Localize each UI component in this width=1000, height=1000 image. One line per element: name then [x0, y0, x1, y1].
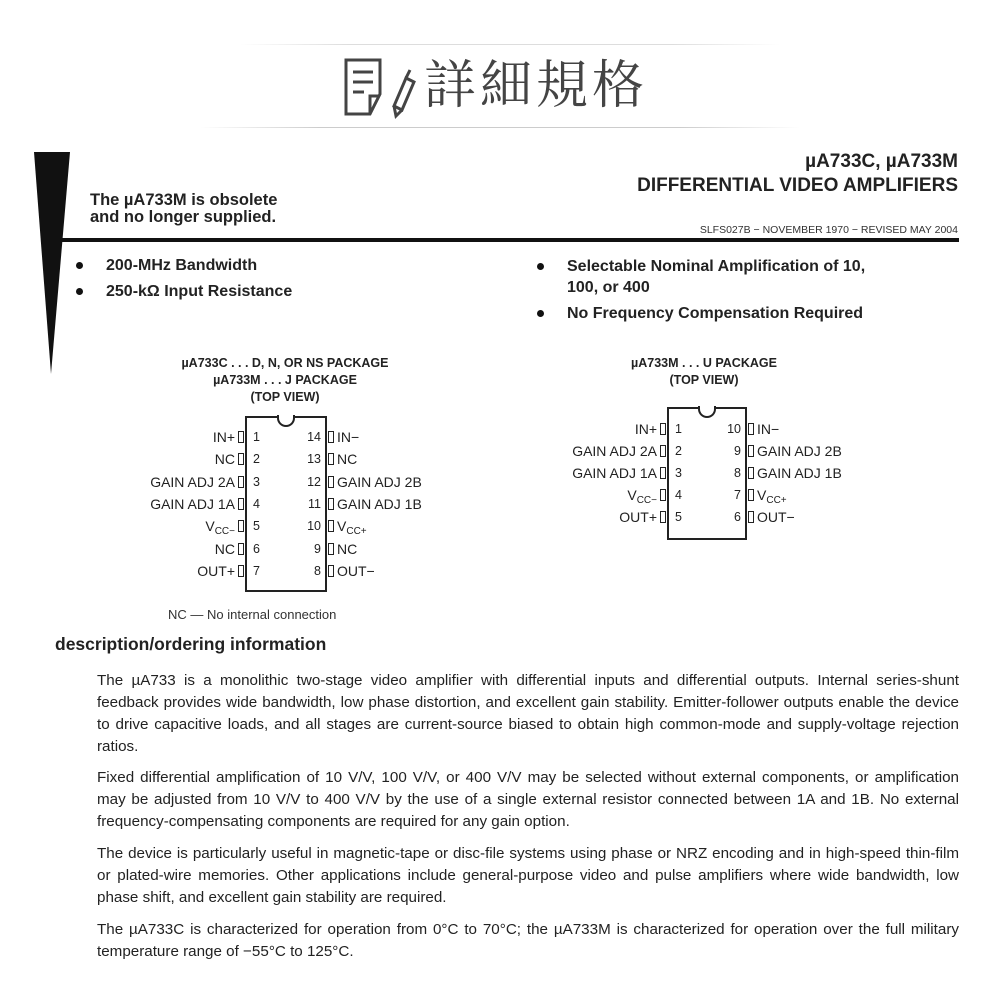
pin-number: 5 [253, 519, 260, 534]
pin-left-6 [238, 543, 244, 555]
pin-left-5 [660, 511, 666, 523]
pin-left-7 [238, 565, 244, 577]
pin-label: GAIN ADJ 2B [337, 473, 422, 490]
pin-label: $V_{CC-}$ [205, 518, 235, 538]
pin-label: NC [214, 451, 235, 468]
pin-left-1 [660, 423, 666, 435]
pin-number: 12 [307, 474, 321, 489]
pin-label: $V_{CC+}$ [337, 518, 367, 538]
pin-left-1 [238, 431, 244, 443]
pin-label: GAIN ADJ 1B [337, 495, 422, 512]
pin-left-5 [238, 520, 244, 532]
document-pen-icon [340, 56, 420, 120]
pin-left-2 [660, 445, 666, 457]
pin-label: NC [337, 540, 358, 557]
package14-heading-line3: (TOP VIEW) [250, 390, 320, 404]
pin-number: 14 [307, 430, 321, 444]
banner-title: 詳細規格 [424, 56, 649, 116]
package14-heading-line1: µA733C . . . D, N, OR NS PACKAGE [181, 356, 389, 370]
pin-number: 3 [675, 466, 682, 480]
pin-right-9 [328, 543, 334, 555]
pin-label: IN− [757, 421, 780, 437]
pin-label: IN− [337, 429, 360, 445]
description-paragraph: The device is particularly useful in magnetic-tape or disc-file systems using phase or NRZ encoding and in high-speed thin-film or plated-wire memories. Other applications include general-purpose video and pulse amplifiers where wide bandwidth, low phase shift, and excellent gain stability are required. [97, 845, 959, 906]
pin-label: GAIN ADJ 1B [757, 465, 842, 481]
pin-number: 10 [307, 519, 321, 534]
banner-divider-bottom [200, 127, 800, 128]
pin-left-4 [238, 498, 244, 510]
pin-right-6 [748, 511, 754, 523]
section-heading: description/ordering information [55, 634, 327, 654]
feature-text: Selectable Nominal Amplification of 10, [567, 258, 866, 275]
pin-label: OUT+ [619, 509, 657, 525]
description-paragraph: The µA733 is a monolithic two-stage video amplifier with differential inputs and differential outputs. Internal series-shunt feedback provides wide bandwidth, low phase distortion, and excellent gain stability. Emitter-follower outputs enable the device to drive capacitive loads, and all stages are current-source biased to obtain high common-mode and supply-voltage rejection ratios. [97, 672, 959, 755]
document-code: SLFS027B − NOVEMBER 1970 − REVISED MAY 2004 [699, 224, 958, 236]
feature-item [106, 281, 292, 302]
obsolete-notice [90, 192, 277, 226]
bullet-icon [76, 262, 83, 269]
pin-number: 8 [314, 563, 321, 578]
pin-label: OUT− [337, 562, 375, 579]
description-paragraph: The µA733C is characterized for operation from 0°C to 70°C; the µA733M is characterized for operation over the full military temperature range of −55°C to 125°C. [97, 921, 959, 960]
pin-number: 6 [734, 510, 741, 524]
banner-divider-top [240, 44, 780, 45]
feature-text-continued: 100, or 400 [567, 279, 650, 296]
feature-text: 250-kΩ Input Resistance [106, 283, 293, 300]
pin-number: 1 [675, 422, 682, 436]
nc-footnote: NC — No internal connection [168, 607, 337, 622]
package10-heading-line1: µA733M . . . U PACKAGE [631, 356, 777, 370]
pin-right-11 [328, 498, 334, 510]
pin-number: 8 [734, 466, 741, 480]
pin-right-7 [748, 489, 754, 501]
obsolete-marker-wedge [34, 152, 70, 374]
pin-number: 3 [253, 474, 260, 489]
package10-heading [564, 355, 844, 389]
pin-label: GAIN ADJ 2A [572, 443, 657, 459]
pin-right-14 [328, 431, 334, 443]
pin-label: IN+ [634, 421, 657, 437]
pin-right-13 [328, 453, 334, 465]
pin-right-12 [328, 476, 334, 488]
pin-right-10 [748, 423, 754, 435]
pin-label: GAIN ADJ 1A [150, 495, 235, 512]
pin-number: 6 [253, 541, 260, 556]
feature-text: 200-MHz Bandwidth [106, 257, 258, 274]
feature-text: No Frequency Compensation Required [567, 305, 864, 322]
pin-number: 9 [734, 444, 741, 458]
obsolete-notice-line1: The µA733M is obsolete [90, 191, 278, 209]
package14-heading-line2: µA733M . . . J PACKAGE [213, 373, 357, 387]
pin-number: 4 [253, 496, 260, 511]
pin-label: NC [337, 451, 358, 468]
feature-item [106, 255, 257, 276]
pin-number: 9 [314, 541, 321, 556]
part-description-title: DIFFERENTIAL VIDEO AMPLIFIERS [637, 175, 958, 196]
pin-number: 7 [253, 563, 260, 578]
pin-number: 2 [253, 452, 260, 467]
description-paragraph: Fixed differential amplification of 10 V/V, 100 V/V, or 400 V/V may be selected without external components, or amplification may be adjusted from 10 V/V to 400 V/V by the use of a single external resistor connected between 1A and 1B. No external frequency-compensating components are required for any gain option. [97, 769, 959, 830]
package14-heading [145, 355, 425, 406]
pin-number: 13 [307, 452, 321, 467]
pin-number: 4 [675, 488, 682, 502]
feature-item [567, 256, 865, 298]
pin-label: $V_{CC-}$ [627, 487, 657, 506]
pin-label: IN+ [212, 429, 235, 445]
pin-left-4 [660, 489, 666, 501]
obsolete-notice-line2: and no longer supplied. [90, 208, 277, 226]
pin-label: GAIN ADJ 1A [572, 465, 657, 481]
pin-label: GAIN ADJ 2A [150, 473, 235, 490]
bullet-icon [76, 288, 83, 295]
pin-label: NC [214, 540, 235, 557]
pin-label: $V_{CC+}$ [757, 487, 787, 506]
pin-label: OUT− [757, 509, 795, 525]
pin-label: OUT+ [197, 562, 235, 579]
pin-number: 1 [253, 430, 260, 444]
pin-right-9 [748, 445, 754, 457]
pin-number: 7 [734, 488, 741, 502]
pin-left-2 [238, 453, 244, 465]
pin-left-3 [238, 476, 244, 488]
pin-number: 10 [727, 422, 741, 436]
pin-left-3 [660, 467, 666, 479]
pin-number: 11 [308, 496, 321, 511]
part-title [637, 150, 958, 198]
part-number-title: µA733C, µA733M [805, 151, 958, 172]
header-rule [62, 238, 959, 242]
pin-number: 5 [675, 510, 682, 524]
pin-number: 2 [675, 444, 682, 458]
pin-right-10 [328, 520, 334, 532]
header-banner [0, 0, 1000, 140]
pin-right-8 [748, 467, 754, 479]
pin-label: GAIN ADJ 2B [757, 443, 842, 459]
pin-right-8 [328, 565, 334, 577]
package10-heading-line2: (TOP VIEW) [669, 373, 739, 387]
feature-item [567, 303, 863, 324]
bullet-icon [537, 310, 544, 317]
bullet-icon [537, 263, 544, 270]
